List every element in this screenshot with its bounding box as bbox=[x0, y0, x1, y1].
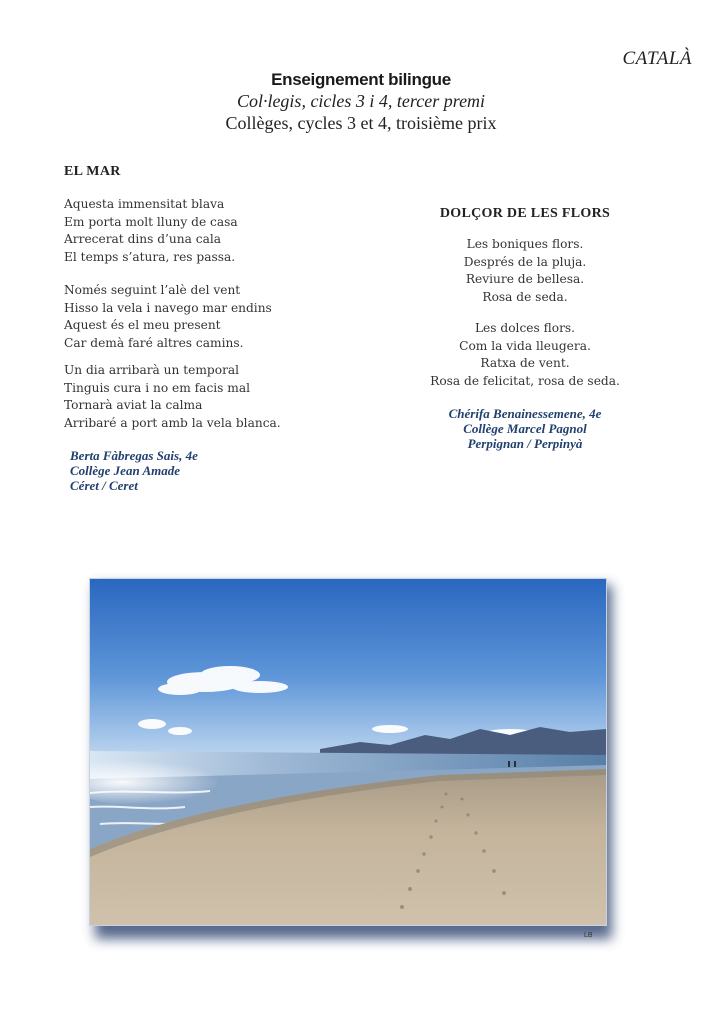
subtitle-french: Collèges, cycles 3 et 4, troisième prix bbox=[225, 113, 497, 133]
author-school: Collège Marcel Pagnol bbox=[463, 421, 587, 436]
author-town: Céret / Ceret bbox=[70, 478, 138, 493]
poem-line: Tinguis cura i no em facis mal bbox=[64, 380, 251, 395]
poem-line: Només seguint l’alè del vent bbox=[64, 283, 241, 297]
stanza bbox=[64, 362, 364, 432]
poem-el-mar bbox=[64, 164, 364, 493]
author-credit bbox=[400, 406, 650, 451]
poem-title: EL MAR bbox=[64, 164, 121, 179]
poem-line: Hisso la vela i navego mar endins bbox=[64, 300, 272, 315]
stanza bbox=[400, 320, 650, 390]
poem-title: DOLÇOR DE LES FLORS bbox=[439, 206, 611, 221]
photo-credit: LB bbox=[584, 932, 593, 939]
page-title: Enseignement bilingue bbox=[271, 70, 451, 89]
stanza bbox=[400, 236, 650, 306]
poem-line: Arribaré a port amb la vela blanca. bbox=[64, 415, 281, 430]
poem-line: Tornarà aviat la calma bbox=[64, 398, 203, 412]
page-header bbox=[0, 70, 722, 134]
stanza bbox=[64, 282, 364, 352]
subtitle-catalan: Col·legis, cicles 3 i 4, tercer premi bbox=[236, 91, 486, 111]
poem-line: Aquesta immensitat blava bbox=[64, 197, 225, 211]
language-label: CATALÀ bbox=[622, 48, 692, 69]
poem-line: Rosa de felicitat, rosa de seda. bbox=[430, 373, 620, 388]
poem-line: Com la vida lleugera. bbox=[459, 338, 591, 353]
sky bbox=[90, 579, 606, 754]
beach-photo bbox=[89, 578, 607, 926]
poem-dolcor-de-les-flors bbox=[400, 206, 650, 451]
poem-line: Les boniques flors. bbox=[466, 237, 584, 251]
poem-line: Ratxa de vent. bbox=[480, 356, 570, 370]
poem-line: Aquest és el meu present bbox=[64, 318, 221, 332]
author-name: Berta Fàbregas Sais, 4e bbox=[70, 448, 198, 463]
poem-line: Reviure de bellesa. bbox=[465, 272, 585, 286]
author-name: Chérifa Benainessemene, 4e bbox=[448, 406, 602, 421]
poem-line: Arrecerat dins d’una cala bbox=[64, 232, 222, 246]
author-town: Perpignan / Perpinyà bbox=[467, 436, 583, 451]
author-credit bbox=[70, 448, 364, 493]
poem-line: Rosa de seda. bbox=[482, 289, 568, 304]
poem-line: Car demà faré altres camins. bbox=[64, 335, 244, 350]
stanza bbox=[64, 196, 364, 266]
poem-line: Un dia arribarà un temporal bbox=[64, 363, 240, 377]
poem-line: Després de la pluja. bbox=[463, 254, 587, 269]
poem-line: Les dolces flors. bbox=[474, 321, 576, 335]
poem-line: El temps s’atura, res passa. bbox=[64, 249, 236, 264]
author-school: Collège Jean Amade bbox=[70, 463, 181, 478]
poem-line: Em porta molt lluny de casa bbox=[64, 214, 238, 229]
